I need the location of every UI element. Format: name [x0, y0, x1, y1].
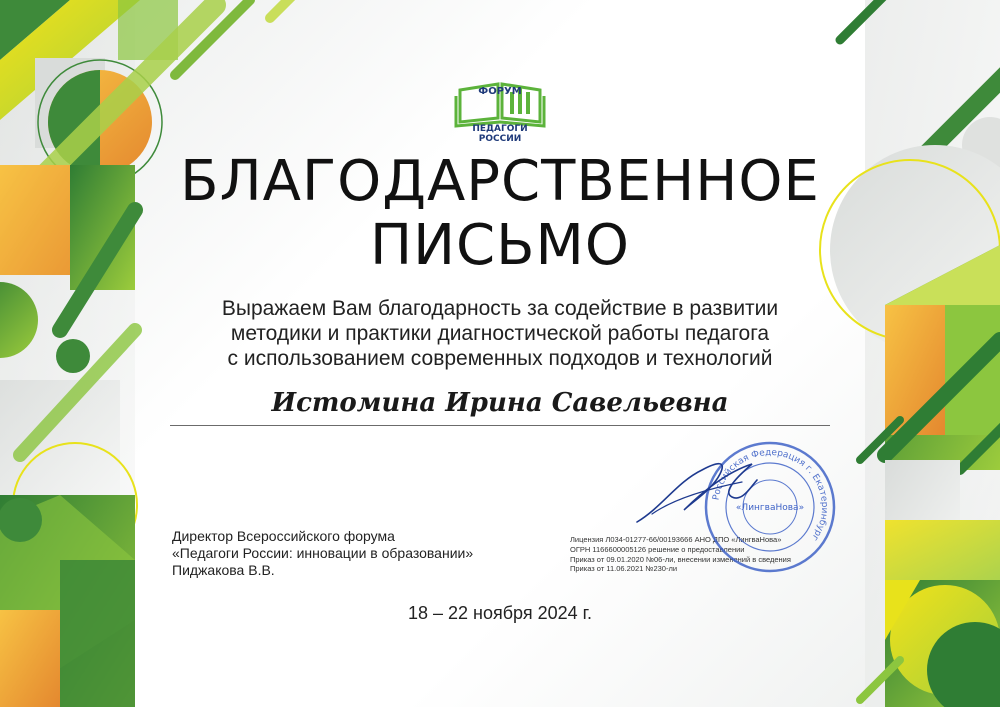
recipient-underline — [170, 425, 830, 426]
gratitude-line: с использованием современных подходов и технологий — [227, 347, 773, 370]
gratitude-line: методики и практики диагностической работы педагога — [230, 322, 770, 345]
signer-line: Пиджакова В.В. — [172, 562, 275, 578]
recipient-name: Истомина Ирина Савельевна — [271, 388, 729, 418]
gratitude-line: Выражаем Вам благодарность за содействие в развитии — [221, 297, 779, 320]
logo-top-text: ФОРУМ — [478, 86, 522, 97]
stamp-center-text: «ЛингваНова» — [735, 503, 805, 513]
license-line: Приказ от 11.06.2021 №230-ли — [570, 564, 678, 574]
signer-line: Директор Всероссийского форума — [172, 528, 395, 544]
event-date: 18 – 22 ноября 2024 г. — [407, 603, 593, 623]
gratitude-text — [170, 296, 830, 371]
signature-mark — [632, 452, 762, 532]
signer-line: «Педагоги России: инновации в образовании» — [172, 545, 474, 561]
license-line: ОГРН 1166600005126 решение о предоставлении — [570, 544, 745, 554]
logo-bottom-text: ПЕДАГОГИ РОССИИ — [472, 124, 528, 144]
license-line: Лицензия Л034-01277-66/00193666 АНО ДПО «ЛингваНова» — [570, 535, 782, 544]
license-line: Приказ от 09.01.2020 №06-ли, внесении изменений в сведения — [570, 554, 791, 564]
certificate-title-line1: БЛАГОДАРСТВЕННОЕ — [180, 149, 820, 214]
signer-block — [172, 528, 552, 579]
forum-logo — [452, 76, 548, 144]
stamp-outer-text: Российская Федерация г. Екатеринбург — [711, 447, 830, 543]
certificate-title-line2: ПИСЬМО — [370, 213, 630, 278]
